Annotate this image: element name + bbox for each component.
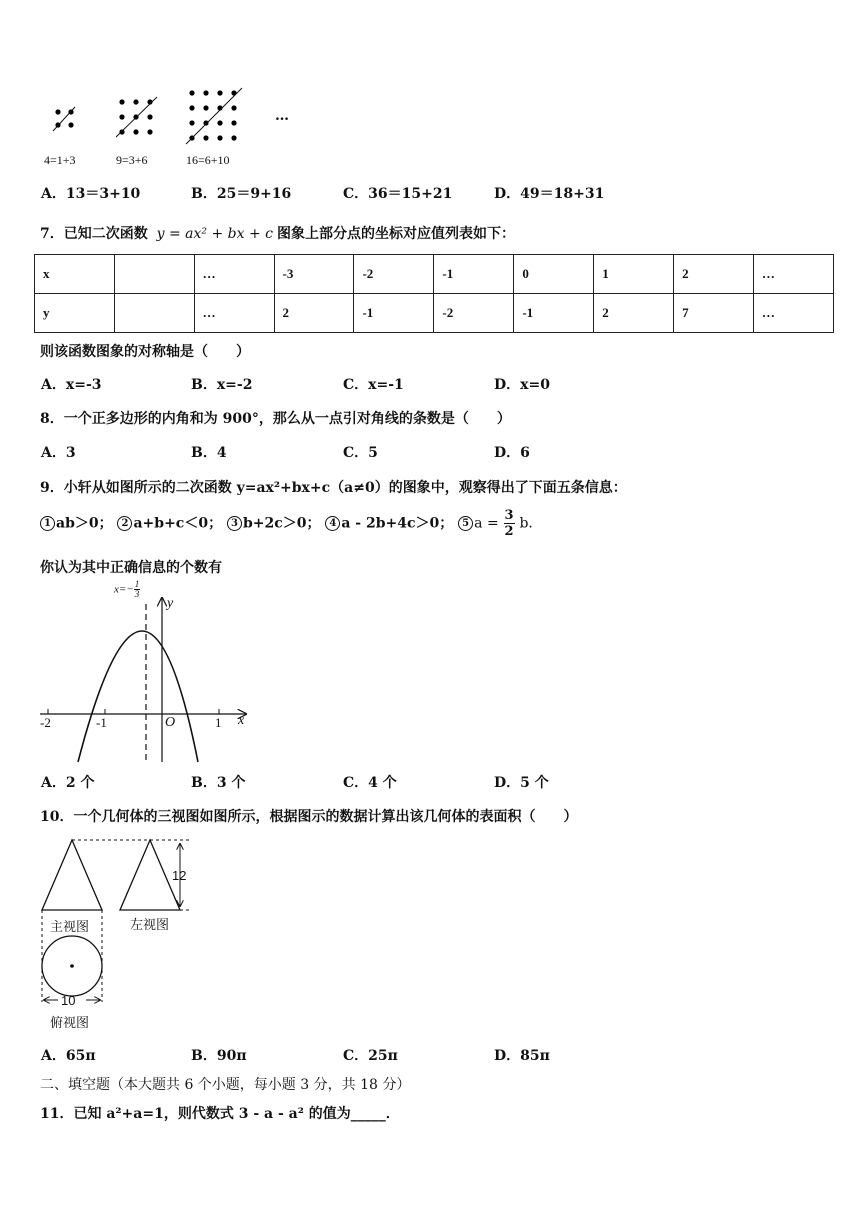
table-cell: …	[753, 294, 833, 333]
fraction-numerator: 3	[504, 508, 514, 523]
parabola-graph	[36, 580, 251, 765]
q6-option-b[interactable]: B．25＝9+16	[191, 186, 292, 202]
table-cell	[114, 255, 194, 294]
q6-option-d[interactable]: D．49＝18+31	[494, 186, 605, 202]
q10-stem: 10．一个几何体的三视图如图所示，根据图示的数据计算出该几何体的表面积（ ）	[40, 809, 578, 825]
table-cell: 2	[594, 294, 674, 333]
q10-option-d[interactable]: D．85π	[494, 1048, 550, 1064]
symmetry-fraction	[134, 580, 141, 599]
table-cell: -1	[354, 294, 434, 333]
front-view-triangle	[42, 840, 102, 910]
dot-pattern-9	[116, 97, 157, 137]
table-cell: y	[35, 294, 115, 333]
q8-option-c[interactable]: C．5	[343, 445, 378, 461]
q9-info-3: b+2c＞0；	[242, 515, 321, 532]
q9-fraction	[504, 508, 515, 539]
table-cell: 2	[274, 294, 354, 333]
circled-number: 4	[325, 516, 340, 531]
q11-stem	[40, 1103, 400, 1123]
q7-option-c[interactable]: C．x=-1	[343, 377, 404, 393]
table-cell: …	[194, 294, 274, 333]
origin-label: O	[165, 715, 176, 730]
q7-formula: y = ax² + bx + c	[156, 226, 273, 242]
q9-option-d[interactable]: D．5 个	[494, 775, 549, 791]
top-view-label: 俯视图	[50, 1016, 90, 1031]
front-view-label: 主视图	[50, 920, 90, 935]
circled-number: 1	[40, 516, 55, 531]
table-cell: 7	[674, 294, 754, 333]
circled-number: 5	[458, 516, 473, 531]
q10-option-c[interactable]: C．25π	[343, 1048, 398, 1064]
q7-option-d[interactable]: D．x=0	[494, 377, 550, 393]
table-row-y	[35, 294, 834, 333]
table-cell	[114, 294, 194, 333]
q9-question: 你认为其中正确信息的个数有	[40, 560, 222, 576]
q8-option-d[interactable]: D．6	[494, 445, 530, 461]
symmetry-axis-label	[114, 580, 140, 599]
table-cell: 1	[594, 255, 674, 294]
x-axis-label: x	[238, 713, 245, 728]
pattern-ellipsis: …	[275, 108, 289, 124]
dot-pattern-4	[53, 107, 75, 131]
q7-option-a[interactable]: A．x=-3	[41, 377, 102, 393]
q11-text: 11．已知 a²+a=1，则代数式 3 - a - a² 的值为	[40, 1106, 351, 1122]
dot-pattern-16	[186, 88, 242, 144]
width-label: 10	[61, 993, 76, 1008]
circled-number: 3	[227, 516, 242, 531]
parabola-curve	[78, 631, 198, 762]
q8-option-a[interactable]: A．3	[41, 445, 76, 461]
q9-info-5-prefix: a =	[474, 515, 499, 532]
q9-option-a[interactable]: A．2 个	[41, 775, 95, 791]
table-cell: x	[35, 255, 115, 294]
pattern-caption-3: 16=6+10	[186, 153, 230, 167]
q11-answer-blank[interactable]: _____	[350, 1106, 386, 1122]
table-cell: -2	[354, 255, 434, 294]
fraction-numerator: 1	[134, 579, 140, 589]
q9-option-c[interactable]: C．4 个	[343, 775, 397, 791]
height-label: 12	[172, 868, 187, 883]
tick-label-neg2: -2	[40, 715, 51, 730]
table-cell: -2	[434, 294, 514, 333]
fraction-denominator: 2	[504, 524, 514, 539]
q8-stem: 8．一个正多边形的内角和为 900°，那么从一点引对角线的条数是（ ）	[40, 411, 511, 427]
side-view-triangle	[120, 840, 180, 910]
fraction-denominator: 3	[134, 589, 140, 599]
q6-option-c[interactable]: C．36＝15+21	[343, 186, 453, 202]
q7-question: 则该函数图象的对称轴是（ ）	[40, 344, 250, 360]
symmetry-label-text: x=−	[114, 583, 134, 596]
q7-stem	[40, 223, 515, 243]
table-cell: 0	[514, 255, 594, 294]
q9-info-2: a+b+c＜0；	[133, 515, 223, 532]
table-cell: -1	[514, 294, 594, 333]
q11-end: ．	[385, 1106, 400, 1122]
q8-option-b[interactable]: B．4	[191, 445, 227, 461]
pattern-caption-1: 4=1+3	[44, 153, 76, 167]
circled-number: 2	[117, 516, 132, 531]
q9-info-list	[40, 508, 542, 539]
value-table	[34, 254, 834, 333]
three-view-figure	[38, 834, 198, 1034]
q7-option-b[interactable]: B．x=-2	[191, 377, 253, 393]
q9-info-4: a - 2b+4c＞0；	[341, 515, 454, 532]
section-heading: 二、填空题（本大题共 6 个小题，每小题 3 分，共 18 分）	[40, 1077, 411, 1093]
q7-stem-prefix: 7．已知二次函数	[40, 226, 148, 242]
q6-option-a[interactable]: A．13＝3+10	[41, 186, 141, 202]
q9-stem: 9．小轩从如图所示的二次函数 y=ax²+bx+c（a≠0）的图象中，观察得出了下面五条信息：	[40, 480, 627, 496]
q9-option-b[interactable]: B．3 个	[191, 775, 246, 791]
pattern-caption-2: 9=3+6	[116, 153, 148, 167]
q9-info-5-suffix: b．	[519, 515, 543, 532]
table-cell: -3	[274, 255, 354, 294]
table-cell: …	[753, 255, 833, 294]
table-cell: …	[194, 255, 274, 294]
table-cell: 2	[674, 255, 754, 294]
table-row-x	[35, 255, 834, 294]
tick-label-neg1: -1	[96, 715, 107, 730]
tick-label-1: 1	[215, 715, 222, 730]
q9-info-1: ab＞0；	[56, 515, 113, 532]
q10-option-b[interactable]: B．90π	[191, 1048, 247, 1064]
q10-option-a[interactable]: A．65π	[41, 1048, 96, 1064]
q7-stem-suffix: 图象上部分点的坐标对应值列表如下：	[276, 226, 515, 242]
side-view-label: 左视图	[130, 918, 170, 933]
table-cell: -1	[434, 255, 514, 294]
y-axis-label: y	[167, 596, 174, 611]
